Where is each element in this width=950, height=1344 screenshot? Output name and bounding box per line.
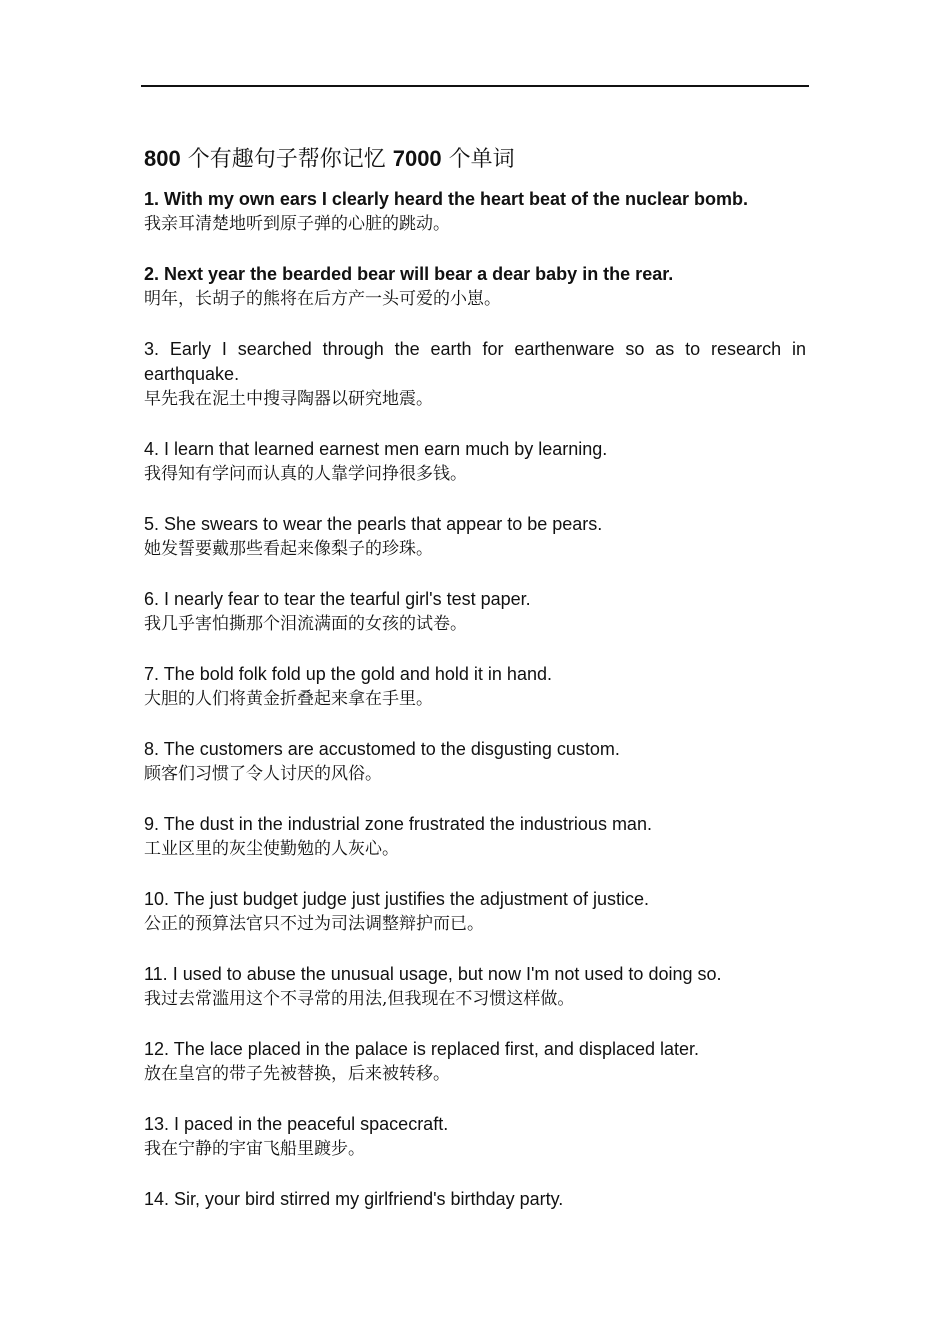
chinese-translation: 顾客们习惯了令人讨厌的风俗。: [144, 764, 382, 784]
chinese-translation: 放在皇宫的带子先被替换，后来被转移。: [144, 1064, 450, 1084]
english-sentence: 2. Next year the bearded bear will bear a dear baby in the rear.: [144, 264, 674, 284]
sentence-entry: [144, 1112, 806, 1162]
chinese-translation: 公正的预算法官只不过为司法调整辩护而已。: [144, 914, 484, 934]
chinese-translation: 她发誓要戴那些看起来像梨子的珍珠。: [144, 539, 433, 559]
sentence-list: [144, 187, 806, 1212]
english-sentence: 6. I nearly fear to tear the tearful girl's test paper.: [144, 589, 531, 609]
english-sentence: 10. The just budget judge just justifies the adjustment of justice.: [144, 889, 649, 909]
sentence-entry: [144, 187, 806, 237]
english-sentence: 8. The customers are accustomed to the disgusting custom.: [144, 739, 620, 759]
english-sentence: 9. The dust in the industrial zone frustrated the industrious man.: [144, 814, 652, 834]
chinese-translation: 我几乎害怕撕那个泪流满面的女孩的试卷。: [144, 614, 467, 634]
sentence-entry: [144, 737, 806, 787]
chinese-translation: 早先我在泥土中搜寻陶器以研究地震。: [144, 389, 433, 409]
sentence-entry: [144, 962, 806, 1012]
chinese-translation: 我得知有学问而认真的人靠学问挣很多钱。: [144, 464, 467, 484]
english-sentence: 1. With my own ears I clearly heard the heart beat of the nuclear bomb.: [144, 189, 748, 209]
title-number-800: 800: [144, 146, 181, 171]
title-text-2: 个单词: [441, 147, 515, 172]
document-body: [144, 144, 806, 1237]
sentence-entry: [144, 662, 806, 712]
chinese-translation: 我在宁静的宇宙飞船里踱步。: [144, 1139, 365, 1159]
chinese-translation: 我亲耳清楚地听到原子弹的心脏的跳动。: [144, 214, 450, 234]
english-sentence: 14. Sir, your bird stirred my girlfriend's birthday party.: [144, 1189, 564, 1209]
chinese-translation: 大胆的人们将黄金折叠起来拿在手里。: [144, 689, 433, 709]
english-sentence: 4. I learn that learned earnest men earn much by learning.: [144, 439, 608, 459]
title-text-1: 个有趣句子帮你记忆: [180, 147, 393, 172]
english-sentence: 7. The bold folk fold up the gold and hold it in hand.: [144, 664, 552, 684]
english-sentence: 11. I used to abuse the unusual usage, but now I'm not used to doing so.: [144, 964, 722, 984]
sentence-entry: [144, 337, 806, 412]
chinese-translation: 明年，长胡子的熊将在后方产一头可爱的小崽。: [144, 289, 501, 309]
sentence-entry: [144, 587, 806, 637]
english-sentence: 5. She swears to wear the pearls that appear to be pears.: [144, 514, 603, 534]
sentence-entry: [144, 437, 806, 487]
english-sentence: 3. Early I searched through the earth for earthenware so as to research in earthquake.: [144, 339, 806, 384]
sentence-entry: [144, 1187, 806, 1212]
chinese-translation: 我过去常滥用这个不寻常的用法,但我现在不习惯这样做。: [144, 989, 575, 1009]
sentence-entry: [144, 887, 806, 937]
top-rule: [141, 85, 809, 87]
title-number-7000: 7000: [392, 146, 442, 171]
sentence-entry: [144, 812, 806, 862]
english-sentence: 12. The lace placed in the palace is replaced first, and displaced later.: [144, 1039, 700, 1059]
sentence-entry: [144, 512, 806, 562]
page-title: [144, 144, 806, 175]
english-sentence: 13. I paced in the peaceful spacecraft.: [144, 1114, 449, 1134]
chinese-translation: 工业区里的灰尘使勤勉的人灰心。: [144, 839, 399, 859]
sentence-entry: [144, 262, 806, 312]
sentence-entry: [144, 1037, 806, 1087]
